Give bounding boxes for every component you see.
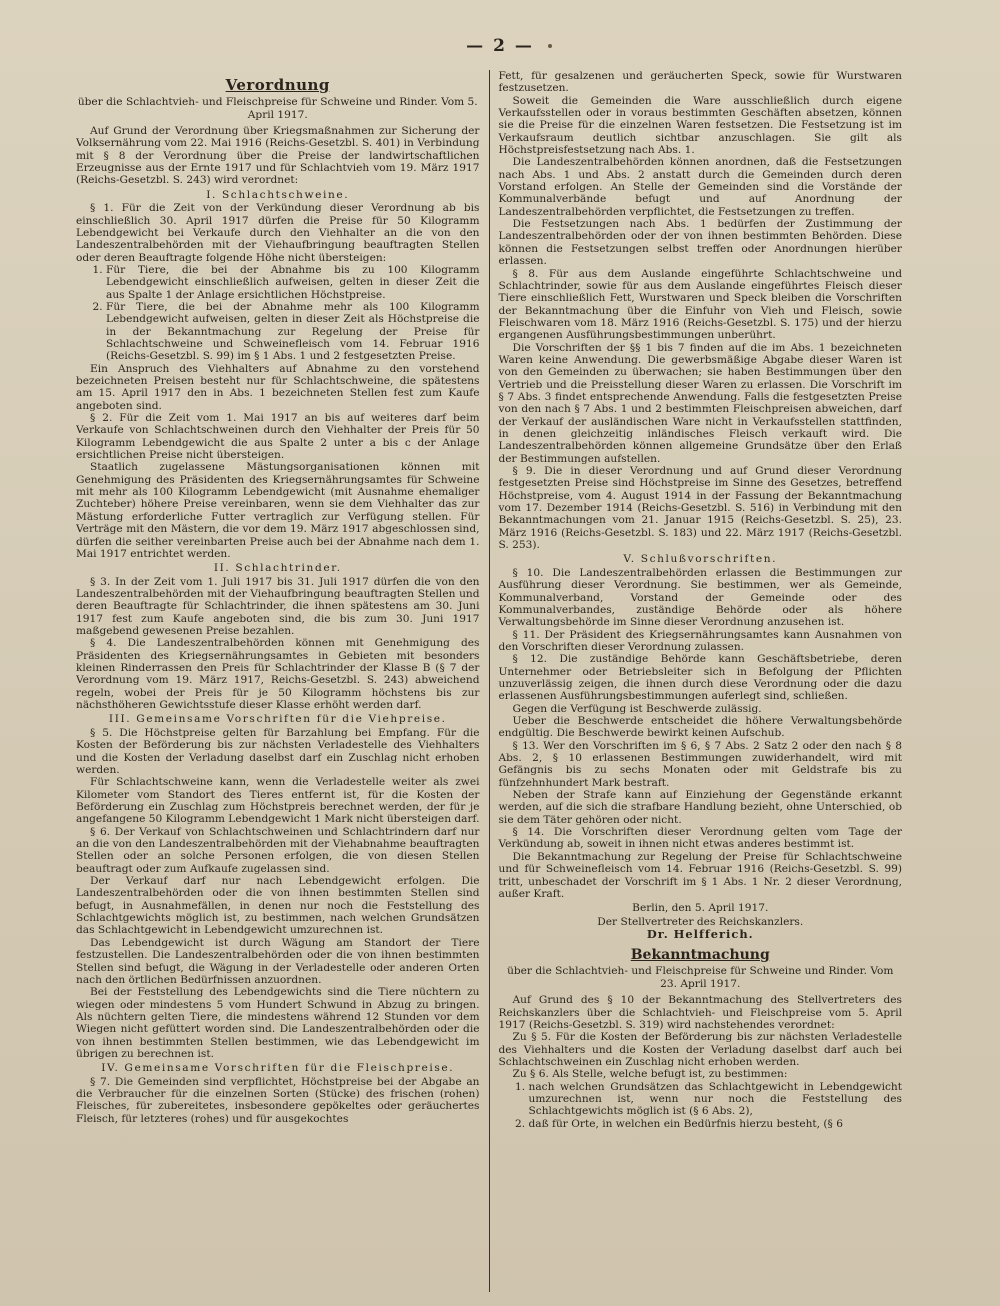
- announcement-subtitle: über die Schlachtvieh- und Fleischpreise für Schweine und Rinder. Vom 23. April 1917.: [507, 965, 894, 990]
- paragraph: § 9. Die in dieser Verordnung und auf Grund dieser Verordnung festgesetzten Preise sind Höchstpreise im Sinne des Gesetzes, betreffend Höchstpreise, vom 4. August 1914 in der Fassung der Bekanntmachung vom 17. Dezember 1914 (Reichs-Gesetzbl. S. 516) in Verbindung mit den Bekanntmachungen vom 21. Januar 1915 (Reichs-Gesetzbl. S. 25), 23. März 1916 (Reichs-Gesetzbl. S. 183) und 22. März 1917 (Reichs-Gesetzbl. S. 253).: [498, 465, 902, 552]
- section-heading-4: IV. Gemeinsame Vorschriften für die Fleischpreise.: [101, 1062, 455, 1075]
- paragraph: Das Lebendgewicht ist durch Wägung am Standort der Tiere festzustellen. Die Landeszentralbehörden oder die von ihnen bestimmten Stellen sind befugt, die Wägung in der Verladestelle oder anderen Orten nach den örtlichen Bedürfnissen anzuordnen.: [76, 936, 480, 986]
- announcement-title: Bekanntmachung: [630, 947, 770, 964]
- paragraph: Die Landeszentralbehörden können anordnen, daß die Festsetzungen nach Abs. 1 und Abs. 2 anstatt durch die Gemeinden durch deren Vorstand erfolgen. An Stelle der Gemeinden sind die Vorstände der Kommunalverbände befugt und auf Anordnung der Landeszentralbehörden verpflichtet, die Festsetzungen zu treffen.: [498, 156, 902, 218]
- paragraph: Der Verkauf darf nur nach Lebendgewicht erfolgen. Die Landeszentralbehörden oder die von ihnen bestimmten Stellen sind befugt, in Ausnahmefällen, in denen nur noch die Feststellung des Schlachtgewichts möglich ist, zu bestimmen, nach welchen Grundsätzen das Schlachtgewicht in Lebendgewicht umzurechnen ist.: [76, 875, 480, 937]
- ordinance-title: Verordnung: [225, 76, 330, 94]
- numbered-list: [76, 264, 480, 363]
- paragraph: Staatlich zugelassene Mästungsorganisationen können mit Genehmigung des Präsidenten des Kriegsernährungsamtes für Schweine mit mehr als 100 Kilogramm Lebendgewicht (mit Ausnahme ehemaliger Zuchteber) höhere Preise vereinbaren, wenn sie dem Viehhalter das zur Mästung erforderliche Futter vertraglich zur Verfügung stellen. Für Verträge mit den Mästern, die vor dem 19. März 1917 abgeschlossen sind, dürfen die seither vereinbarten Preise auch bei der Abnahme nach dem 1. Mai 1917 entrichtet werden.: [76, 461, 480, 560]
- paragraph: § 4. Die Landeszentralbehörden können mit Genehmigung des Präsidenten des Kriegsernährungsamtes in Gebieten mit besonders kleinen Rinderrassen den Preis für Schlachtrinder der Klasse B (§ 7 der Verordnung vom 19. März 1917, Reichs-Gesetzbl. S. 243) abweichend regeln, wobei der Preis für je 50 Kilogramm höchstens bis zur nächsthöheren Gewichtsstufe dieser Klasse erhöht werden darf.: [76, 637, 480, 712]
- list-item: 2. daß für Orte, in welchen ein Bedürfnis hierzu besteht, (§ 6: [529, 1118, 903, 1130]
- paragraph: Zu § 5. Für die Kosten der Beförderung bis zur nächsten Verladestelle des Viehhalters und die Kosten der Verladung daselbst darf auch bei Schlachtschweinen ein Zuschlag nicht erhoben werden.: [498, 1031, 902, 1068]
- list-item: 1. Für Tiere, die bei der Abnahme bis zu 100 Kilogramm Lebendgewicht einschließlich aufweisen, gelten in dieser Zeit die aus Spalte 1 der Anlage ersichtlichen Höchstpreise.: [106, 264, 480, 301]
- ink-speck: [548, 44, 552, 48]
- paragraph: Die Vorschriften der §§ 1 bis 7 finden auf die im Abs. 1 bezeichneten Waren keine Anwendung. Die gewerbsmäßige Abgabe dieser Waren ist von den Gemeinden zu überwachen; sie haben Bestimmungen über den Vertrieb und die Preisstellung dieser Waren zu erlassen. Die Vorschrift im § 7 Abs. 3 findet entsprechende Anwendung. Falls die festgesetzten Preise von den nach § 7 Abs. 1 und 2 bestimmten Fleischpreisen abweichen, darf der Verkauf der ausländischen Ware nicht in Verkaufsstellen stattfinden, in denen gleichzeitig inländisches Fleisch verkauft wird. Die Landeszentralbehörden können allgemeine Grundsätze über den Erlaß der Bestimmungen aufstellen.: [498, 341, 902, 465]
- signatory-title: Der Stellvertreter des Reichskanzlers.: [597, 915, 804, 928]
- paragraph: § 5. Die Höchstpreise gelten für Barzahlung bei Empfang. Für die Kosten der Beförderung bis zur nächsten Verladestelle des Viehhalters und die Kosten der Verladung daselbst darf ein Zuschlag nicht erhoben werden.: [76, 726, 480, 776]
- section-heading-2: II. Schlachtrinder.: [213, 562, 342, 575]
- page-number: — 2 —: [466, 36, 534, 56]
- paragraph: § 11. Der Präsident des Kriegsernährungsamtes kann Ausnahmen von den Vorschriften dieser Verordnung zulassen.: [498, 628, 902, 653]
- numbered-list: [499, 1081, 903, 1130]
- paragraph: § 3. In der Zeit vom 1. Juli 1917 bis 31. Juli 1917 dürfen die von den Landeszentralbehörden mit der Viehaufbringung beauftragten Stellen und deren Beauftragte für Schlachtrinder, die ihnen spätestens am 30. Juni 1917 fest zum Kaufe angeboten sind, die bis zum 30. Juni 1917 maßgebend gewesenen Preise bezahlen.: [76, 575, 480, 638]
- paragraph: § 14. Die Vorschriften dieser Verordnung gelten vom Tage der Verkündung ab, soweit in ihnen nicht etwas anderes bestimmt ist.: [498, 826, 902, 851]
- paragraph: § 1. Für die Zeit von der Verkündung dieser Verordnung ab bis einschließlich 30. April 1917 dürfen die Preise für 50 Kilogramm Lebendgewicht bei Verkaufe durch den Viehhalter an die von den Landeszentralbehörden mit der Viehaufbringung beauftragten Stellen oder deren Beauftragte folgende Höhe nicht übersteigen:: [76, 202, 480, 264]
- paragraph: Die Bekanntmachung zur Regelung der Preise für Schlachtschweine und für Schweinefleisch vom 14. Februar 1916 (Reichs-Gesetzbl. S. 99) tritt, unbeschadet der Vorschrift im § 1 Abs. 1 Nr. 2 dieser Verordnung, außer Kraft.: [498, 850, 902, 900]
- paragraph: § 6. Der Verkauf von Schlachtschweinen und Schlachtrindern darf nur an die von den Landeszentralbehörden mit der Viehabnahme beauftragten Stellen oder an solche Personen erfolgen, die von diesen Stellen beauftragt oder zum Aufkaufe zugelassen sind.: [76, 825, 480, 875]
- paragraph: Zu § 6. Als Stelle, welche befugt ist, zu bestimmen:: [512, 1068, 788, 1081]
- ordinance-intro: Auf Grund der Verordnung über Kriegsmaßnahmen zur Sicherung der Volksernährung vom 22. Mai 1916 (Reichs-Gesetzbl. S. 401) in Verbindung mit § 8 der Verordnung über die Preise der landwirtschaftlichen Erzeugnisse aus der Ernte 1917 und für Schlachtvieh vom 19. März 1917 (Reichs-Gesetzbl. S. 243) wird verordnet:: [76, 125, 480, 187]
- place-date-line: Berlin, den 5. April 1917.: [632, 902, 769, 915]
- paragraph: Ein Anspruch des Viehhalters auf Abnahme zu den vorstehend bezeichneten Preisen besteht nur für Schlachtschweine, die spätestens am 15. April 1917 den in Abs. 1 bezeichneten Stellen fest zum Kaufe angeboten sind.: [76, 362, 480, 412]
- paragraph: Die Festsetzungen nach Abs. 1 bedürfen der Zustimmung der Landeszentralbehörden oder der von ihnen bestimmten Behörden. Diese können die Festsetzungen selbst treffen oder Anordnungen hierüber erlassen.: [498, 218, 902, 268]
- paragraph: Ueber die Beschwerde entscheidet die höhere Verwaltungsbehörde endgültig. Die Beschwerde bewirkt keinen Aufschub.: [498, 715, 902, 740]
- text-columns: [76, 70, 902, 1292]
- left-column: [76, 70, 490, 1292]
- paragraph: Bei der Feststellung des Lebendgewichts sind die Tiere nüchtern zu wiegen oder mindestens 5 vom Hundert Schwund in Abzug zu bringen. Als nüchtern gelten Tiere, die mindestens während 12 Stunden vor dem Wiegen nicht gefüttert worden sind. Die Landeszentralbehörden oder die von ihnen bestimmten Stellen bestimmen, wie das Lebendgewicht im übrigen zu berechnen ist.: [76, 986, 480, 1060]
- paragraph: Fett, für gesalzenen und geräucherten Speck, sowie für Wurstwaren festzusetzen.: [498, 70, 902, 95]
- section-heading-1: I. Schlachtschweine.: [206, 188, 350, 201]
- right-column: [490, 70, 903, 1292]
- paragraph: Für Schlachtschweine kann, wenn die Verladestelle weiter als zwei Kilometer vom Standort des Tieres entfernt ist, für die Kosten der Beförderung ein Zuschlag zum Höchstpreis berechnet werden, der für je angefangene 50 Kilogramm Lebendgewicht 1 Mark nicht übersteigen darf.: [76, 776, 480, 826]
- paragraph: Gegen die Verfügung ist Beschwerde zulässig.: [512, 702, 762, 715]
- signatory-name: Dr. Helfferich.: [646, 927, 754, 942]
- list-item: 2. Für Tiere, die bei der Abnahme mehr als 100 Kilogramm Lebendgewicht aufweisen, gelten in dieser Zeit als Höchstpreise die in der Bekanntmachung zur Regelung der Preise für Schlachtschweine und Schweinefleisch vom 14. Februar 1916 (Reichs-Gesetzbl. S. 99) im § 1 Abs. 1 und 2 festgesetzten Preise.: [106, 301, 480, 363]
- paragraph: § 7. Die Gemeinden sind verpflichtet, Höchstpreise bei der Abgabe an die Verbraucher für die einzelnen Sorten (Stücke) des frischen (rohen) Fleisches, für zubereitetes, insbesondere gepökeltes oder geräuchertes Fleisch, für letzteres (rohes) und für ausgekochtes: [76, 1075, 480, 1125]
- paragraph: § 2. Für die Zeit vom 1. Mai 1917 an bis auf weiteres darf beim Verkaufe von Schlachtschweinen durch den Viehhalter der Preis für 50 Kilogramm Lebendgewicht die aus Spalte 2 unter a bis c der Anlage ersichtlichen Preise nicht übersteigen.: [76, 412, 480, 462]
- paragraph: Auf Grund des § 10 der Bekanntmachung des Stellvertreters des Reichskanzlers über die Schlachtvieh- und Fleischpreise vom 5. April 1917 (Reichs-Gesetzbl. S. 319) wird nachstehendes verordnet:: [498, 994, 902, 1031]
- list-item: 1. nach welchen Grundsätzen das Schlachtgewicht in Lebendgewicht umzurechnen ist, wenn nur noch die Feststellung des Schlachtgewichts möglich ist (§ 6 Abs. 2),: [529, 1081, 903, 1118]
- paragraph: § 8. Für aus dem Auslande eingeführte Schlachtschweine und Schlachtrinder, sowie für aus dem Auslande eingeführtes Fleisch dieser Tiere einschließlich Fett, Wurstwaren und Speck bleiben die Vorschriften der Bekanntmachung über die Einfuhr von Vieh und Fleisch, sowie Fleischwaren vom 18. März 1916 (Reichs-Gesetzbl. S. 175) und der hierzu ergangenen Ausführungsbestimmungen unberührt.: [498, 267, 902, 342]
- paragraph: § 10. Die Landeszentralbehörden erlassen die Bestimmungen zur Ausführung dieser Verordnung. Sie bestimmen, wer als Gemeinde, Kommunalverband, Vorstand der Gemeinde oder des Kommunalverbandes, zuständige Behörde oder als höhere Verwaltungsbehörde im Sinne dieser Verordnung anzusehen ist.: [498, 566, 902, 629]
- paragraph: Soweit die Gemeinden die Ware ausschließlich durch eigene Verkaufsstellen oder in voraus bestimmten Geschäften absetzen, können sie die Preise für die einzelnen Waren festsetzen. Die Festsetzung ist im Verkaufsraum deutlich sichtbar anzuschlagen. Sie gilt als Höchstpreisfestsetzung nach Abs. 1.: [498, 94, 902, 157]
- paragraph: § 12. Die zuständige Behörde kann Geschäftsbetriebe, deren Unternehmer oder Betriebsleiter sich in Befolgung der Pflichten unzuverlässig zeigen, die ihnen durch diese Verordnung oder die dazu erlassenen Ausführungsbestimmungen auferlegt sind, schließen.: [498, 653, 902, 703]
- ordinance-subtitle: über die Schlachtvieh- und Fleischpreise für Schweine und Rinder. Vom 5. April 1917.: [77, 96, 478, 121]
- section-heading-3: III. Gemeinsame Vorschriften für die Viehpreise.: [108, 713, 447, 726]
- paragraph: § 13. Wer den Vorschriften im § 6, § 7 Abs. 2 Satz 2 oder den nach § 8 Abs. 2, § 10 erlassenen Bestimmungen zuwiderhandelt, wird mit Gefängnis bis zu sechs Monaten oder mit Geldstrafe bis zu fünfzehnhundert Mark bestraft.: [498, 739, 902, 789]
- section-heading-5: V. Schlußvorschriften.: [623, 553, 778, 566]
- paragraph: Neben der Strafe kann auf Einziehung der Gegenstände erkannt werden, auf die sich die strafbare Handlung bezieht, ohne Unterschied, ob sie dem Täter gehören oder nicht.: [498, 789, 902, 826]
